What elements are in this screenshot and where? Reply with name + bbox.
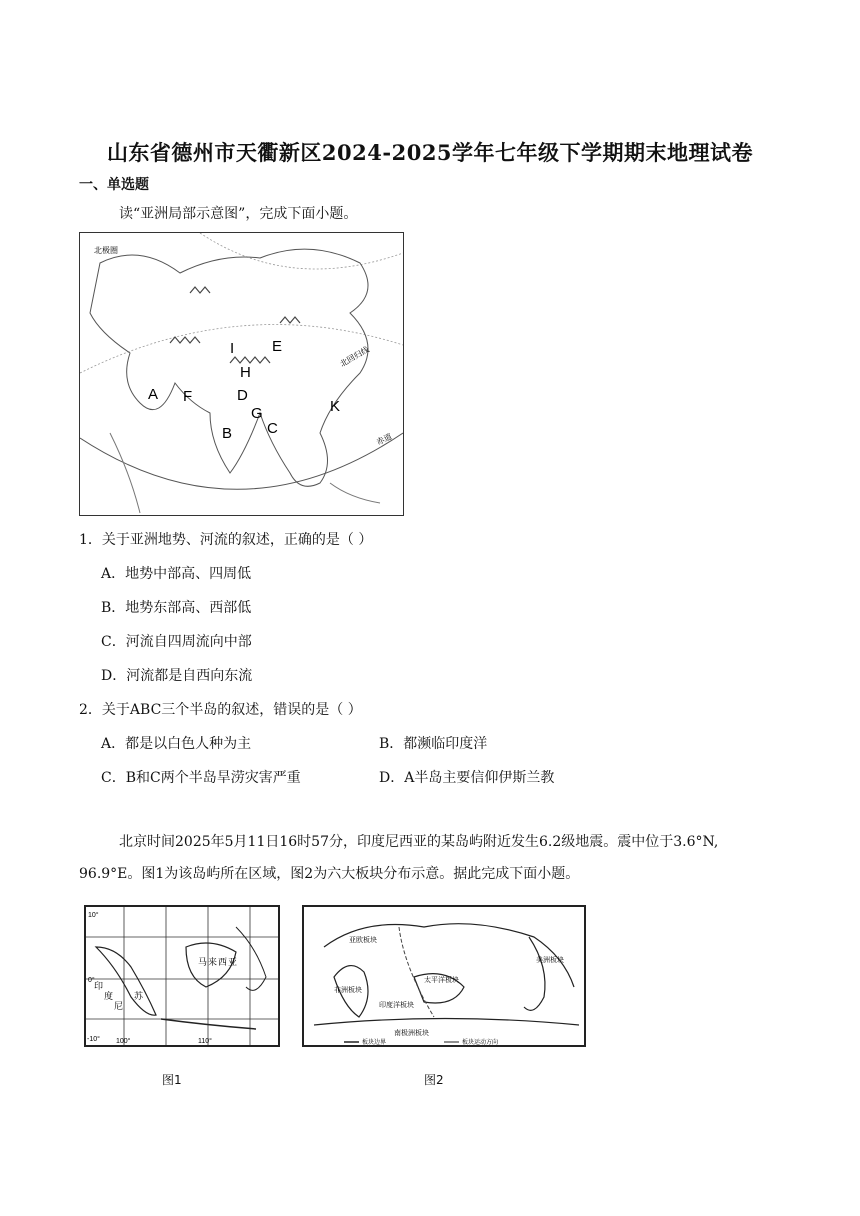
tropic-label: 北回归线	[338, 344, 371, 369]
fig1-place-1: 马	[198, 957, 208, 967]
passage-line-2: 96.9°E。图1为该岛屿所在区域，图2为六大板块分布示意。据此完成下面小题。	[79, 866, 580, 882]
fig2-plate-eurasia: 亚欧板块	[349, 937, 377, 944]
map-label-b: B	[222, 425, 233, 442]
q1-option-b: B．地势东部高、西部低	[101, 600, 252, 616]
fig1-place-6: 度	[104, 991, 114, 1001]
map-label-e: E	[272, 338, 283, 355]
fig1-place-2: 来	[208, 957, 218, 967]
fig2-legend-direction: 板块运动方向	[462, 1040, 499, 1045]
asia-map	[79, 232, 404, 516]
map-label-c: C	[267, 420, 278, 437]
fig1-lat-10: 10°	[88, 912, 99, 919]
q2-option-d: D．A半岛主要信仰伊斯兰教	[379, 770, 555, 786]
fig1-lat-0: 0°	[88, 977, 95, 984]
question-2-stem: 2．关于ABC三个半岛的叙述，错误的是（ ）	[79, 702, 362, 718]
figure-1-map	[84, 905, 280, 1047]
question-1-stem: 1．关于亚洲地势、河流的叙述，正确的是（ ）	[79, 532, 373, 548]
q2-option-b: B．都濒临印度洋	[379, 736, 488, 752]
fig2-plate-indian: 印度洋板块	[379, 1002, 414, 1009]
fig1-lon-100: 100°	[116, 1038, 131, 1045]
fig1-place-5: 印	[94, 981, 104, 991]
q1-option-c: C．河流自四周流向中部	[101, 634, 252, 650]
fig2-plate-africa: 非洲板块	[334, 987, 362, 994]
fig1-lon-110: 110°	[198, 1038, 212, 1045]
asia-map-drawing	[80, 233, 403, 515]
figure-2-map	[302, 905, 586, 1047]
figure-1-caption: 图1	[162, 1073, 182, 1087]
arctic-label: 北极圈	[94, 246, 118, 255]
fig2-plate-antarctic: 南极洲板块	[394, 1030, 429, 1037]
fig1-place-4: 亚	[228, 957, 238, 967]
fig1-place-8: 苏	[134, 991, 144, 1001]
figure-2-caption: 图2	[424, 1073, 444, 1087]
fig2-plate-america: 美洲板块	[536, 957, 564, 964]
intro-text: 读“亚洲局部示意图”，完成下面小题。	[119, 206, 358, 222]
fig1-place-7: 尼	[114, 1001, 124, 1011]
q2-option-a: A．都是以白色人种为主	[101, 736, 252, 752]
map-label-i: I	[230, 340, 235, 357]
passage-line-1: 北京时间2025年5月11日16时57分，印度尼西亚的某岛屿附近发生6.2级地震。震中位于3.6°N,	[119, 834, 719, 850]
map-label-f: F	[183, 388, 193, 405]
fig2-plate-pacific: 太平洋板块	[424, 977, 459, 984]
arctic-line	[200, 233, 403, 269]
equator-label: 赤道	[375, 431, 394, 447]
map-label-h: H	[240, 364, 251, 381]
fig1-lat-neg10: -10°	[87, 1036, 100, 1043]
map-label-d: D	[237, 387, 248, 404]
map-label-a: A	[148, 386, 159, 403]
q2-option-c: C．B和C两个半岛旱涝灾害严重	[101, 770, 301, 786]
section-heading: 一、单选题	[79, 177, 149, 193]
map-label-g: G	[251, 405, 263, 422]
fig2-legend-boundary: 板块边界	[362, 1040, 387, 1045]
q1-option-a: A．地势中部高、四周低	[101, 566, 252, 582]
q1-option-d: D．河流都是自西向东流	[101, 668, 253, 684]
page-title: 山东省德州市天衢新区2024-2025学年七年级下学期期末地理试卷	[106, 140, 754, 165]
map-label-k: K	[330, 398, 341, 415]
equator-line	[80, 433, 403, 489]
fig1-place-3: 西	[218, 957, 228, 967]
